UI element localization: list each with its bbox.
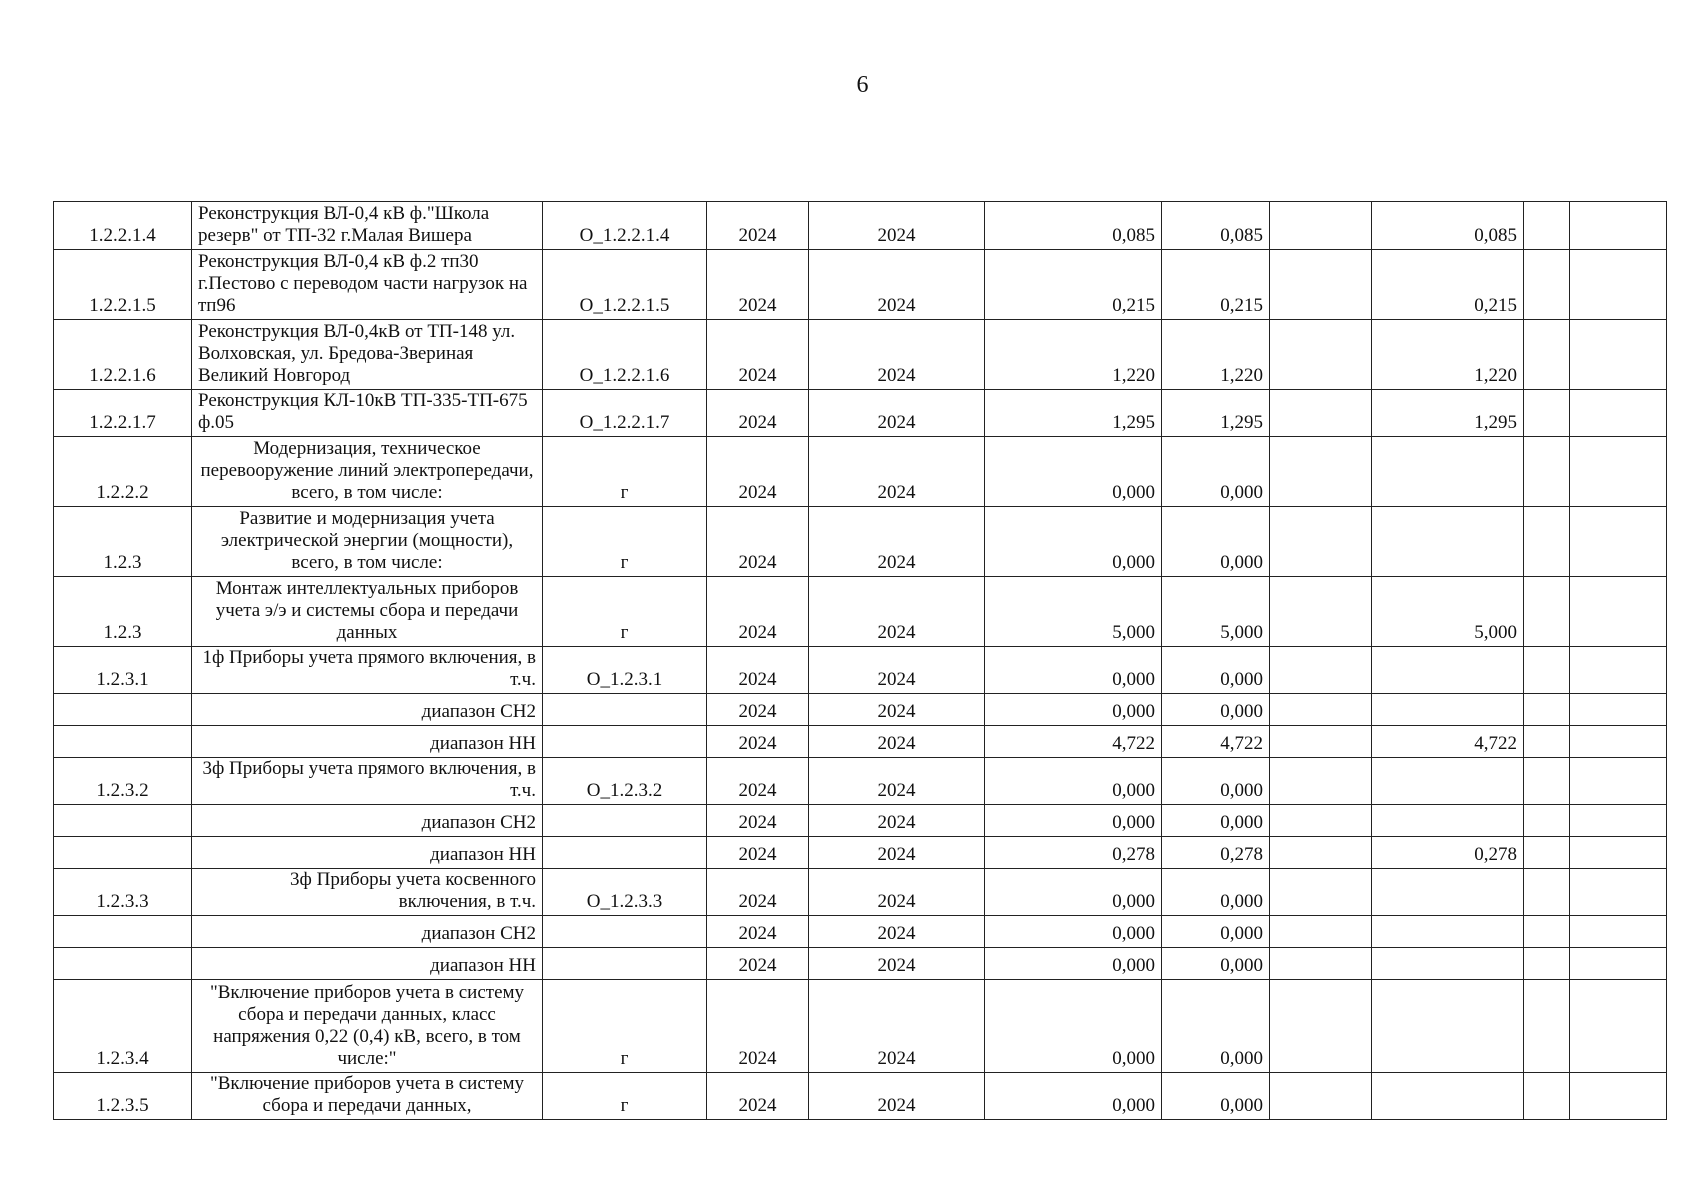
row-value-2: 0,215 — [1162, 250, 1270, 320]
row-value-2: 0,000 — [1162, 916, 1270, 948]
row-value-4 — [1372, 948, 1524, 980]
row-value-4: 4,722 — [1372, 726, 1524, 758]
row-value-2: 0,000 — [1162, 805, 1270, 837]
row-code: 1.2.2.1.6 — [54, 320, 192, 390]
row-value-2: 0,085 — [1162, 202, 1270, 250]
row-value-5 — [1524, 437, 1570, 507]
row-value-4: 5,000 — [1372, 577, 1524, 647]
row-year-start: 2024 — [707, 390, 809, 437]
table-row — [54, 726, 1667, 758]
row-value-3 — [1270, 869, 1372, 916]
table-row — [54, 948, 1667, 980]
row-id: г — [543, 980, 707, 1073]
row-id: г — [543, 1073, 707, 1120]
row-year-start: 2024 — [707, 726, 809, 758]
row-value-3 — [1270, 250, 1372, 320]
row-value-1: 0,000 — [985, 437, 1162, 507]
row-code — [54, 948, 192, 980]
row-value-4 — [1372, 980, 1524, 1073]
row-year-start: 2024 — [707, 916, 809, 948]
row-year-start: 2024 — [707, 837, 809, 869]
row-value-3 — [1270, 390, 1372, 437]
row-value-6 — [1570, 390, 1667, 437]
row-year-end: 2024 — [809, 758, 985, 805]
table-row — [54, 202, 1667, 250]
row-value-1: 5,000 — [985, 577, 1162, 647]
row-value-4: 0,215 — [1372, 250, 1524, 320]
row-code: 1.2.2.1.5 — [54, 250, 192, 320]
row-year-end: 2024 — [809, 980, 985, 1073]
row-year-end: 2024 — [809, 437, 985, 507]
row-value-1: 0,000 — [985, 758, 1162, 805]
row-name: "Включение приборов учета в систему сбора и передачи данных, класс напряжения 0,22 (0,4) кВ, всего, в том числе:" — [192, 980, 543, 1073]
row-value-3 — [1270, 916, 1372, 948]
row-value-3 — [1270, 1073, 1372, 1120]
row-value-5 — [1524, 1073, 1570, 1120]
row-year-start: 2024 — [707, 805, 809, 837]
row-value-5 — [1524, 320, 1570, 390]
row-year-end: 2024 — [809, 694, 985, 726]
row-value-3 — [1270, 837, 1372, 869]
row-value-6 — [1570, 577, 1667, 647]
row-id — [543, 805, 707, 837]
row-value-6 — [1570, 1073, 1667, 1120]
row-value-1: 0,000 — [985, 916, 1162, 948]
row-value-6 — [1570, 647, 1667, 694]
table-row — [54, 647, 1667, 694]
row-value-1: 0,085 — [985, 202, 1162, 250]
row-name: Реконструкция ВЛ-0,4 кВ ф.2 тп30 г.Пестово с переводом части нагрузок на тп96 — [192, 250, 543, 320]
row-year-end: 2024 — [809, 869, 985, 916]
row-name: диапазон НН — [192, 837, 543, 869]
row-value-2: 0,000 — [1162, 507, 1270, 577]
table-row — [54, 980, 1667, 1073]
row-year-start: 2024 — [707, 647, 809, 694]
row-name: Развитие и модернизация учета электрической энергии (мощности), всего, в том числе: — [192, 507, 543, 577]
row-value-5 — [1524, 948, 1570, 980]
row-value-2: 0,000 — [1162, 647, 1270, 694]
table-row — [54, 250, 1667, 320]
row-code: 1.2.3.4 — [54, 980, 192, 1073]
row-id — [543, 694, 707, 726]
row-code — [54, 726, 192, 758]
row-value-6 — [1570, 250, 1667, 320]
row-id — [543, 726, 707, 758]
row-value-1: 0,000 — [985, 869, 1162, 916]
row-value-3 — [1270, 694, 1372, 726]
row-value-5 — [1524, 647, 1570, 694]
row-value-5 — [1524, 507, 1570, 577]
row-name: Реконструкция КЛ-10кВ ТП-335-ТП-675 ф.05 — [192, 390, 543, 437]
row-id: О_1.2.2.1.5 — [543, 250, 707, 320]
row-code: 1.2.3.1 — [54, 647, 192, 694]
row-value-4 — [1372, 507, 1524, 577]
row-code: 1.2.3 — [54, 507, 192, 577]
row-value-4 — [1372, 758, 1524, 805]
row-code: 1.2.3.5 — [54, 1073, 192, 1120]
table-body — [54, 202, 1667, 1120]
row-code — [54, 916, 192, 948]
row-name: диапазон СН2 — [192, 916, 543, 948]
row-id: г — [543, 507, 707, 577]
row-code: 1.2.3.2 — [54, 758, 192, 805]
row-value-2: 0,000 — [1162, 694, 1270, 726]
row-code: 1.2.2.2 — [54, 437, 192, 507]
row-value-1: 4,722 — [985, 726, 1162, 758]
row-value-6 — [1570, 507, 1667, 577]
table-row — [54, 507, 1667, 577]
row-value-2: 0,000 — [1162, 869, 1270, 916]
row-value-2: 5,000 — [1162, 577, 1270, 647]
row-year-start: 2024 — [707, 437, 809, 507]
row-value-2: 0,000 — [1162, 948, 1270, 980]
row-id: О_1.2.3.1 — [543, 647, 707, 694]
row-name: диапазон СН2 — [192, 694, 543, 726]
row-value-1: 0,215 — [985, 250, 1162, 320]
row-value-5 — [1524, 390, 1570, 437]
row-value-6 — [1570, 837, 1667, 869]
row-value-1: 1,295 — [985, 390, 1162, 437]
row-value-1: 0,000 — [985, 507, 1162, 577]
row-value-5 — [1524, 694, 1570, 726]
row-name: диапазон СН2 — [192, 805, 543, 837]
row-value-3 — [1270, 320, 1372, 390]
row-value-2: 0,000 — [1162, 758, 1270, 805]
row-year-start: 2024 — [707, 758, 809, 805]
row-year-start: 2024 — [707, 507, 809, 577]
row-value-5 — [1524, 726, 1570, 758]
row-value-5 — [1524, 758, 1570, 805]
row-name: "Включение приборов учета в систему сбора и передачи данных, — [192, 1073, 543, 1120]
investment-program-table — [53, 201, 1667, 1120]
row-value-4 — [1372, 437, 1524, 507]
row-value-3 — [1270, 647, 1372, 694]
row-value-3 — [1270, 980, 1372, 1073]
row-value-5 — [1524, 916, 1570, 948]
table-row — [54, 805, 1667, 837]
row-year-end: 2024 — [809, 916, 985, 948]
row-value-3 — [1270, 507, 1372, 577]
row-value-1: 0,000 — [985, 647, 1162, 694]
row-id — [543, 948, 707, 980]
row-value-5 — [1524, 805, 1570, 837]
row-year-start: 2024 — [707, 250, 809, 320]
row-value-4 — [1372, 1073, 1524, 1120]
row-value-1: 0,000 — [985, 980, 1162, 1073]
row-value-6 — [1570, 437, 1667, 507]
row-value-4: 1,220 — [1372, 320, 1524, 390]
row-value-2: 0,000 — [1162, 437, 1270, 507]
row-value-6 — [1570, 869, 1667, 916]
row-value-4 — [1372, 805, 1524, 837]
row-year-end: 2024 — [809, 837, 985, 869]
row-code — [54, 694, 192, 726]
row-value-6 — [1570, 758, 1667, 805]
table-row — [54, 869, 1667, 916]
row-year-end: 2024 — [809, 202, 985, 250]
table-row — [54, 390, 1667, 437]
row-name: 3ф Приборы учета прямого включения, в т.ч. — [192, 758, 543, 805]
row-value-2: 0,000 — [1162, 980, 1270, 1073]
row-year-start: 2024 — [707, 980, 809, 1073]
page-number: 6 — [856, 72, 869, 98]
row-value-5 — [1524, 869, 1570, 916]
row-value-6 — [1570, 694, 1667, 726]
row-year-start: 2024 — [707, 577, 809, 647]
row-value-5 — [1524, 837, 1570, 869]
row-code: 1.2.3 — [54, 577, 192, 647]
row-value-6 — [1570, 202, 1667, 250]
row-value-5 — [1524, 980, 1570, 1073]
row-value-2: 0,278 — [1162, 837, 1270, 869]
row-value-3 — [1270, 437, 1372, 507]
row-value-5 — [1524, 250, 1570, 320]
row-year-start: 2024 — [707, 948, 809, 980]
row-year-end: 2024 — [809, 390, 985, 437]
row-id — [543, 837, 707, 869]
row-value-3 — [1270, 726, 1372, 758]
row-value-6 — [1570, 916, 1667, 948]
row-id: О_1.2.3.3 — [543, 869, 707, 916]
row-value-5 — [1524, 202, 1570, 250]
row-year-start: 2024 — [707, 869, 809, 916]
row-year-end: 2024 — [809, 1073, 985, 1120]
row-id: г — [543, 577, 707, 647]
row-year-end: 2024 — [809, 805, 985, 837]
row-value-2: 1,220 — [1162, 320, 1270, 390]
row-id: О_1.2.3.2 — [543, 758, 707, 805]
row-value-6 — [1570, 805, 1667, 837]
table-row — [54, 1073, 1667, 1120]
row-value-4 — [1372, 694, 1524, 726]
row-name: Монтаж интеллектуальных приборов учета э/э и системы сбора и передачи данных — [192, 577, 543, 647]
row-id — [543, 916, 707, 948]
row-value-6 — [1570, 948, 1667, 980]
row-code — [54, 805, 192, 837]
row-name: Реконструкция ВЛ-0,4кВ от ТП-148 ул. Волховская, ул. Бредова-Звериная Великий Новгород — [192, 320, 543, 390]
table-row — [54, 758, 1667, 805]
row-name: 1ф Приборы учета прямого включения, в т.ч. — [192, 647, 543, 694]
row-year-start: 2024 — [707, 202, 809, 250]
row-year-end: 2024 — [809, 647, 985, 694]
row-name: диапазон НН — [192, 948, 543, 980]
row-value-2: 0,000 — [1162, 1073, 1270, 1120]
row-year-start: 2024 — [707, 694, 809, 726]
row-value-4: 1,295 — [1372, 390, 1524, 437]
row-value-4 — [1372, 869, 1524, 916]
row-year-end: 2024 — [809, 250, 985, 320]
row-id: О_1.2.2.1.7 — [543, 390, 707, 437]
row-value-3 — [1270, 577, 1372, 647]
row-value-1: 1,220 — [985, 320, 1162, 390]
row-year-start: 2024 — [707, 1073, 809, 1120]
row-year-end: 2024 — [809, 726, 985, 758]
row-code — [54, 837, 192, 869]
row-year-end: 2024 — [809, 320, 985, 390]
row-code: 1.2.2.1.4 — [54, 202, 192, 250]
row-year-start: 2024 — [707, 320, 809, 390]
row-value-4: 0,278 — [1372, 837, 1524, 869]
table-row — [54, 437, 1667, 507]
row-value-1: 0,000 — [985, 694, 1162, 726]
row-name: 3ф Приборы учета косвенного включения, в т.ч. — [192, 869, 543, 916]
row-value-6 — [1570, 980, 1667, 1073]
row-name: Реконструкция ВЛ-0,4 кВ ф."Школа резерв" от ТП-32 г.Малая Вишера — [192, 202, 543, 250]
row-year-end: 2024 — [809, 948, 985, 980]
row-code: 1.2.2.1.7 — [54, 390, 192, 437]
row-name: диапазон НН — [192, 726, 543, 758]
row-year-end: 2024 — [809, 577, 985, 647]
row-value-6 — [1570, 320, 1667, 390]
row-value-4: 0,085 — [1372, 202, 1524, 250]
row-value-6 — [1570, 726, 1667, 758]
row-value-3 — [1270, 758, 1372, 805]
row-name: Модернизация, техническое перевооружение линий электропередачи, всего, в том числе: — [192, 437, 543, 507]
row-value-4 — [1372, 916, 1524, 948]
row-value-2: 4,722 — [1162, 726, 1270, 758]
row-value-5 — [1524, 577, 1570, 647]
row-value-1: 0,000 — [985, 1073, 1162, 1120]
table-row — [54, 577, 1667, 647]
row-value-3 — [1270, 202, 1372, 250]
row-id: г — [543, 437, 707, 507]
row-value-1: 0,278 — [985, 837, 1162, 869]
row-id: О_1.2.2.1.4 — [543, 202, 707, 250]
row-id: О_1.2.2.1.6 — [543, 320, 707, 390]
table-row — [54, 320, 1667, 390]
row-year-end: 2024 — [809, 507, 985, 577]
table-row — [54, 694, 1667, 726]
row-code: 1.2.3.3 — [54, 869, 192, 916]
table-row — [54, 916, 1667, 948]
row-value-4 — [1372, 647, 1524, 694]
row-value-3 — [1270, 805, 1372, 837]
row-value-2: 1,295 — [1162, 390, 1270, 437]
row-value-1: 0,000 — [985, 805, 1162, 837]
table-row — [54, 837, 1667, 869]
row-value-3 — [1270, 948, 1372, 980]
row-value-1: 0,000 — [985, 948, 1162, 980]
